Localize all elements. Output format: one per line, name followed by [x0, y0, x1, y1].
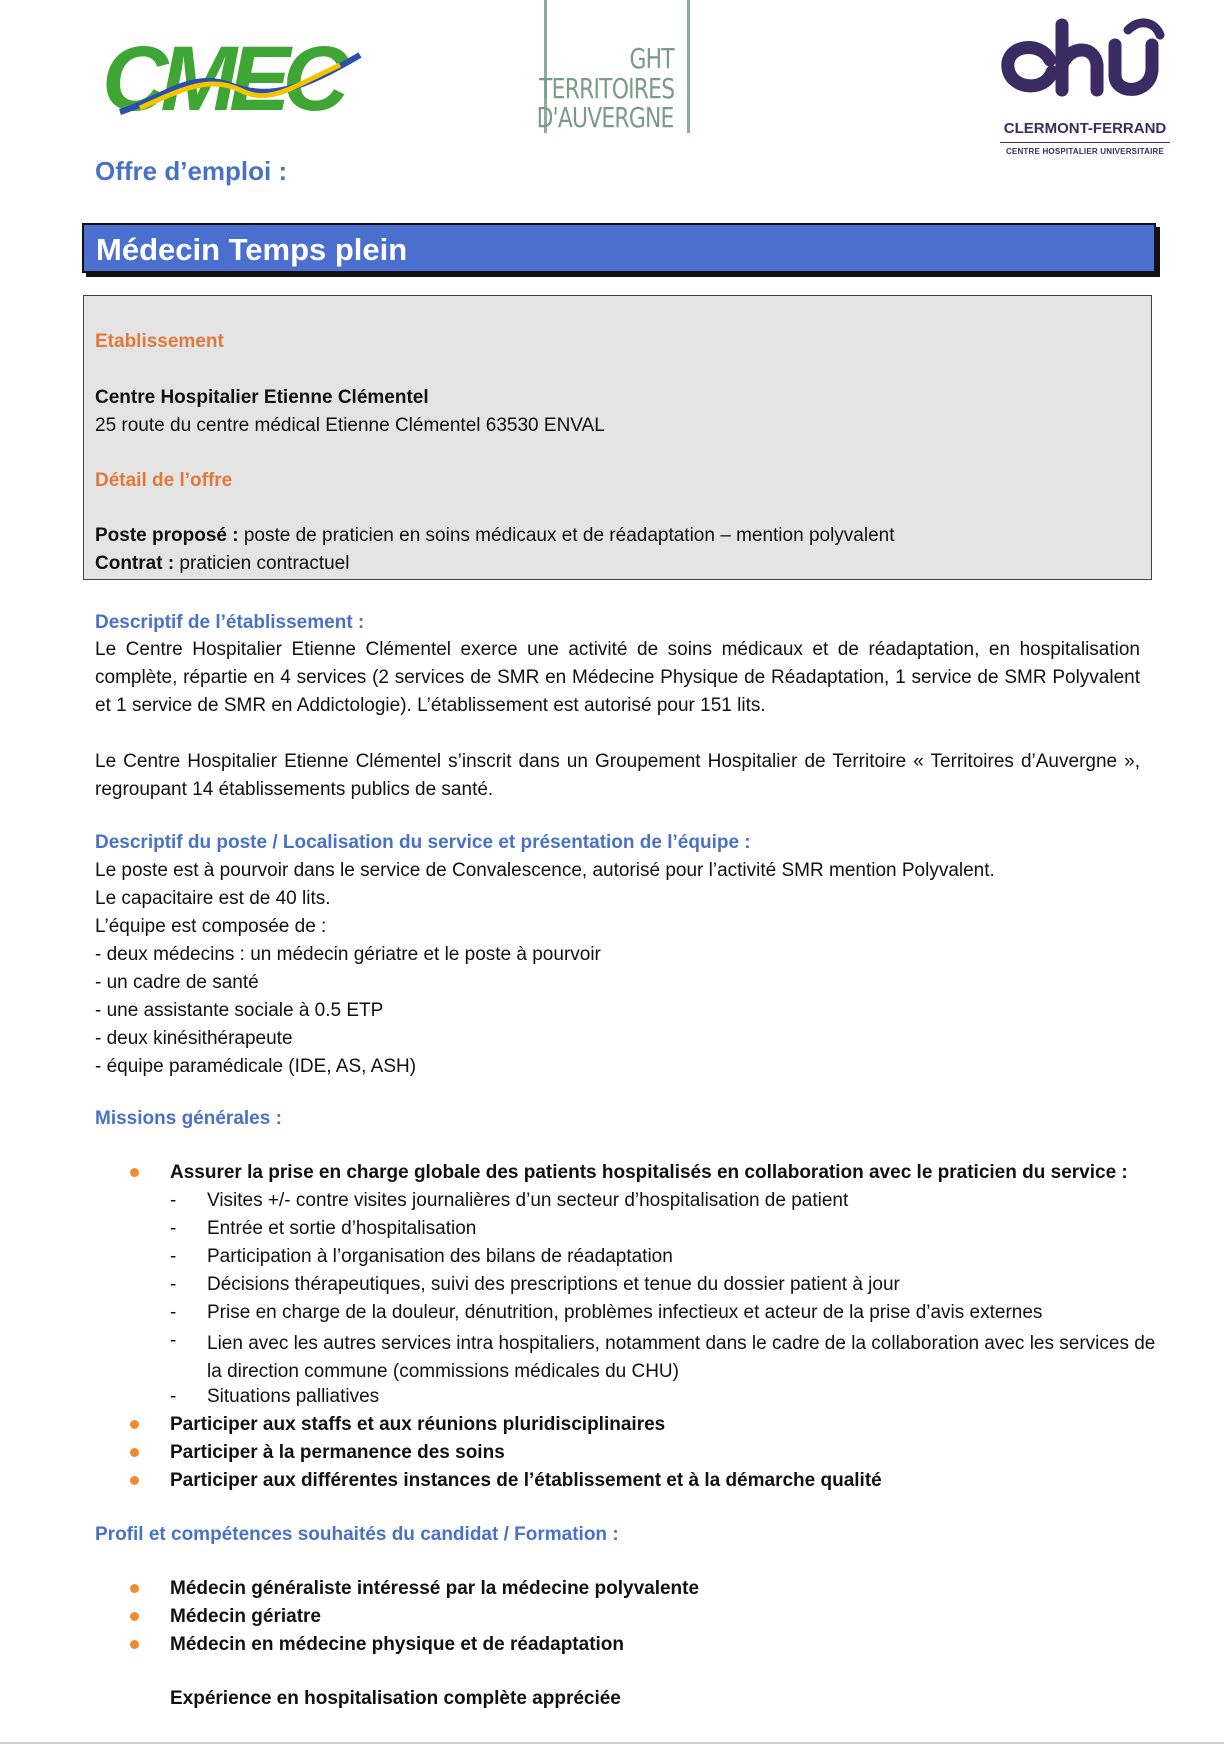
cmec-logo-graphic: [100, 30, 370, 130]
section-title-poste: Descriptif du poste / Localisation du service et présentation de l’équipe :: [95, 832, 751, 853]
poste-value: poste de praticien en soins médicaux et de réadaptation – mention polyvalent: [238, 525, 895, 546]
offer-info-box: [83, 295, 1152, 580]
page-bottom-divider: [0, 1742, 1224, 1744]
etablissement-paragraph-2: Le Centre Hospitalier Etienne Clémentel s’inscrit dans un Groupement Hospitalier de Territoire « Territoires d’Auvergne », regroupant 14 établissements publics de santé.: [95, 751, 1140, 800]
etablissement-address: 25 route du centre médical Etienne Clémentel 63530 ENVAL: [95, 415, 605, 436]
mission-sub-item-text: Entrée et sortie d’hospitalisation: [207, 1218, 477, 1239]
contrat-line: [95, 553, 349, 575]
dash-icon: -: [170, 1218, 177, 1239]
detail-label: Détail de l’offre: [95, 470, 233, 491]
job-title-bar: [82, 223, 1156, 273]
chu-logo-subtitle: CENTRE HOSPITALIER UNIVERSITAIRE: [1000, 142, 1170, 156]
job-title: Médecin Temps plein: [96, 232, 408, 267]
bullet-icon: [130, 1584, 139, 1593]
bullet-icon: [130, 1476, 139, 1485]
bullet-icon: [130, 1612, 139, 1621]
dash-icon: -: [170, 1246, 177, 1267]
section-title-missions: Missions générales :: [95, 1108, 282, 1129]
mission-sub-item-text: Visites +/- contre visites journalières d’un secteur d’hospitalisation de patient: [207, 1190, 849, 1211]
mission-sub-item-text: Décisions thérapeutiques, suivi des prescriptions et tenue du dossier patient à jour: [207, 1274, 900, 1295]
mission-sub-item-text: Participation à l’organisation des bilans de réadaptation: [207, 1246, 673, 1267]
etablissement-name: Centre Hospitalier Etienne Clémentel: [95, 387, 429, 408]
chu-logo: [1000, 10, 1170, 160]
mission-sub-item-text: Prise en charge de la douleur, dénutrition, problèmes infectieux et acteur de la prise d’avis externes: [207, 1302, 1043, 1323]
ght-logo: [537, 0, 692, 135]
dash-icon: -: [170, 1190, 177, 1211]
poste-line-5: - un cadre de santé: [95, 972, 259, 993]
dash-icon: -: [170, 1274, 177, 1295]
chu-logo-mark: [1000, 10, 1170, 100]
missions-bullet-3-text: Participer à la permanence des soins: [170, 1442, 505, 1463]
poste-line-8: - équipe paramédicale (IDE, AS, ASH): [95, 1056, 417, 1077]
profil-bullet-1-text: Médecin généraliste intéressé par la médecine polyvalente: [170, 1578, 700, 1599]
contrat-value: praticien contractuel: [174, 553, 350, 574]
poste-line-7: - deux kinésithérapeute: [95, 1028, 293, 1049]
bullet-icon: [130, 1168, 139, 1177]
profil-note: Expérience en hospitalisation complète appréciée: [170, 1688, 621, 1709]
poste-label: Poste proposé :: [95, 525, 239, 546]
etablissement-paragraph-1: Le Centre Hospitalier Etienne Clémentel exerce une activité de soins médicaux et de réadaptation, en hospitalisation complète, répartie en 4 services (2 services de SMR en Médecine Physique de Réadaptation, 1 service de SMR Polyvalent et 1 service de SMR en Addictologie). L’établissement est autorisé pour 151 lits.: [95, 639, 1140, 716]
etablissement-label: Etablissement: [95, 331, 224, 352]
poste-line-3: L’équipe est composée de :: [95, 916, 327, 937]
cmec-logo: [100, 30, 370, 130]
poste-line-4: - deux médecins : un médecin gériatre et le poste à pourvoir: [95, 944, 601, 965]
mission-sub-item-text: Situations palliatives: [207, 1386, 380, 1407]
dash-icon: -: [170, 1302, 177, 1323]
poste-line-1: Le poste est à pourvoir dans le service de Convalescence, autorisé pour l’activité SMR mention Polyvalent.: [95, 860, 995, 881]
bullet-icon: [130, 1420, 139, 1429]
profil-bullet-3-text: Médecin en médecine physique et de réadaptation: [170, 1634, 625, 1655]
poste-line-2: Le capacitaire est de 40 lits.: [95, 888, 331, 909]
svg-text:CMEC: CMEC: [102, 30, 341, 130]
section-title-profil: Profil et compétences souhaités du candidat / Formation :: [95, 1524, 619, 1545]
section-title-etablissement: Descriptif de l’établissement :: [95, 612, 365, 633]
bullet-icon: [130, 1448, 139, 1457]
missions-bullet-2-text: Participer aux staffs et aux réunions pluridisciplinaires: [170, 1414, 666, 1435]
chu-logo-city: CLERMONT-FERRAND: [1003, 120, 1167, 137]
ght-logo-line-1: GHT: [629, 42, 674, 75]
dash-icon: -: [170, 1330, 177, 1351]
offer-heading: Offre d’emploi :: [95, 156, 288, 186]
ght-logo-right-rule: [687, 0, 690, 133]
contrat-label: Contrat :: [95, 553, 175, 574]
bullet-icon: [130, 1640, 139, 1649]
ght-logo-line-3: D'AUVERGNE: [537, 101, 674, 134]
poste-line-6: - une assistante sociale à 0.5 ETP: [95, 1000, 384, 1021]
poste-line: [95, 525, 895, 547]
ght-logo-line-2: TERRITOIRES: [538, 72, 674, 105]
dash-icon: -: [170, 1386, 177, 1407]
missions-bullet-4-text: Participer aux différentes instances de l’établissement et à la démarche qualité: [170, 1470, 882, 1491]
missions-bullet-1-text: Assurer la prise en charge globale des patients hospitalisés en collaboration avec le praticien du service :: [170, 1162, 1128, 1183]
profil-bullet-2-text: Médecin gériatre: [170, 1606, 321, 1627]
mission-sub-item-text: Lien avec les autres services intra hospitaliers, notamment dans le cadre de la collaboration avec les services de la direction commune (commissions médicales du CHU): [207, 1333, 1156, 1382]
